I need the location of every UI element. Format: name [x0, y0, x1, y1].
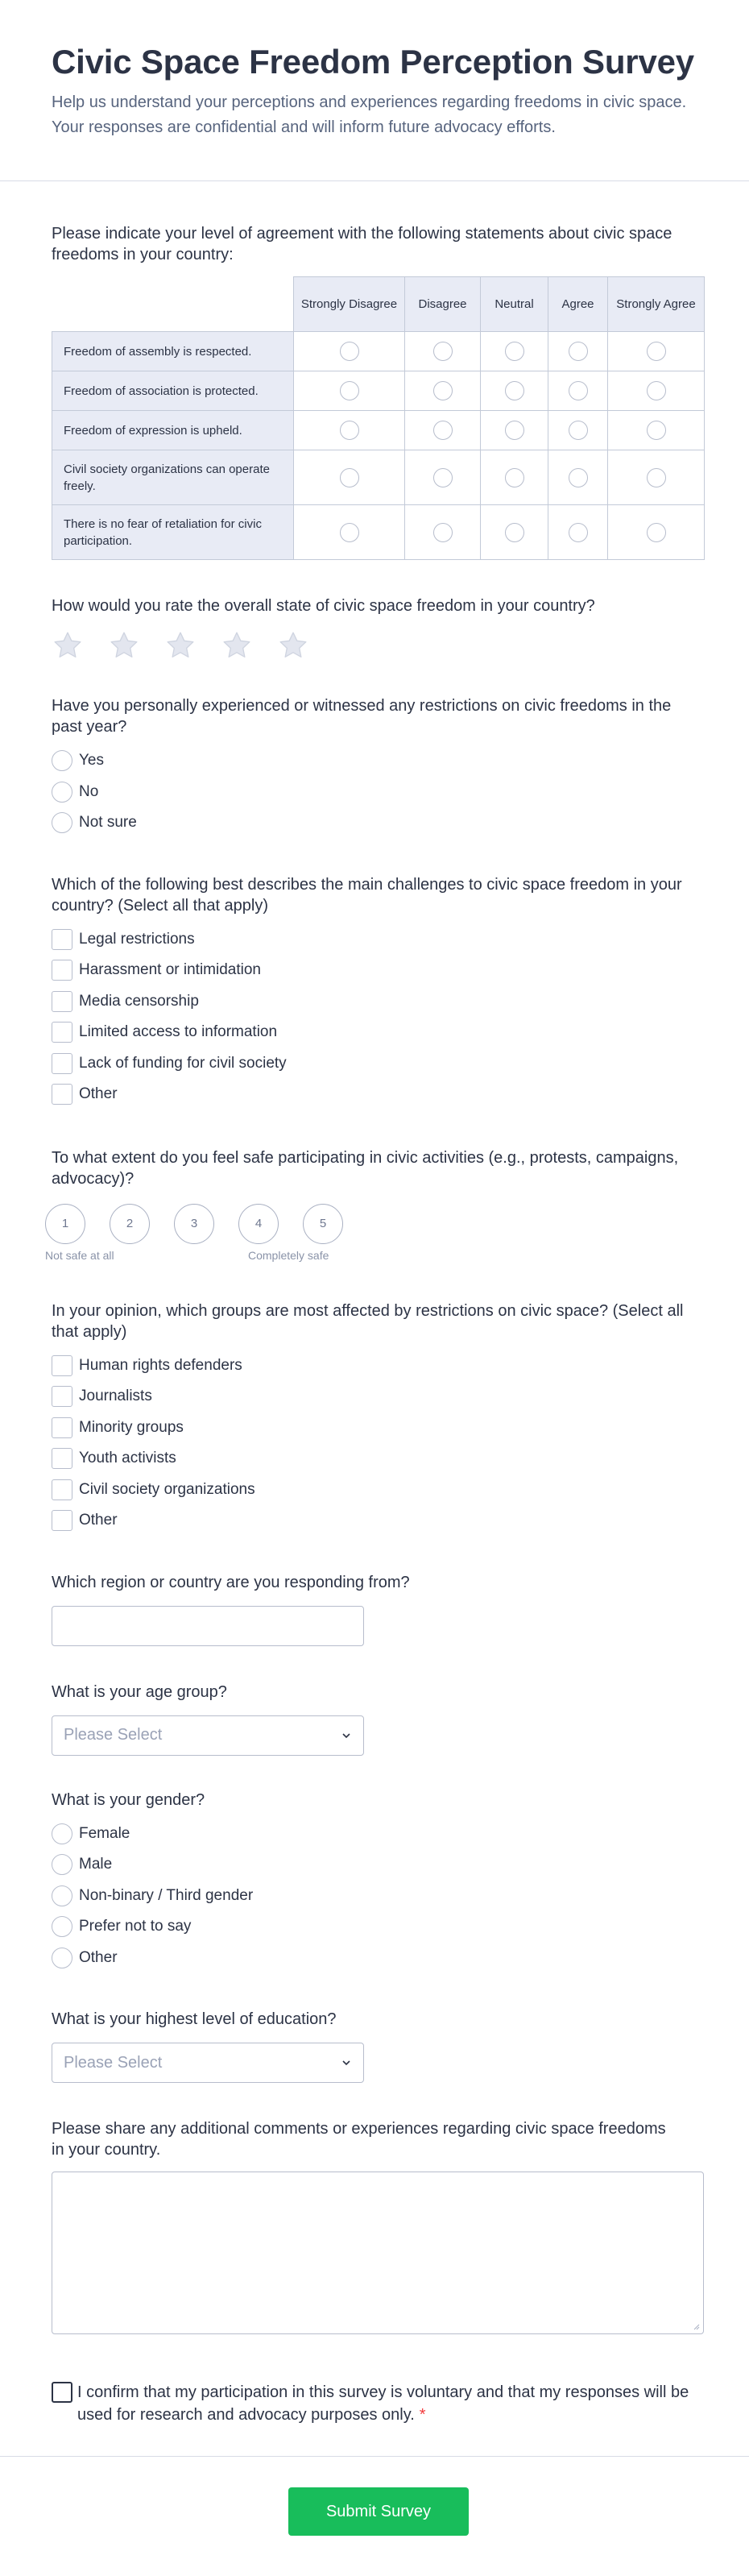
- matrix-radio[interactable]: [340, 468, 359, 487]
- matrix-radio[interactable]: [433, 468, 453, 487]
- checkbox-option[interactable]: [52, 1350, 696, 1382]
- scale-option[interactable]: 3: [174, 1204, 214, 1244]
- option-label: Human rights defenders: [79, 1356, 242, 1374]
- scale-option[interactable]: 2: [110, 1204, 150, 1244]
- option-label: Yes: [79, 752, 104, 769]
- option-label: Other: [79, 1948, 118, 1966]
- matrix-radio[interactable]: [505, 468, 524, 487]
- comments-question: [52, 2083, 696, 2334]
- radio-group: [52, 745, 696, 839]
- matrix-radio[interactable]: [340, 523, 359, 542]
- restrictions-question: [52, 662, 696, 839]
- select-placeholder: Please Select: [64, 1726, 163, 1744]
- matrix-radio[interactable]: [340, 342, 359, 361]
- star-icon[interactable]: [164, 629, 197, 662]
- question-label: Have you personally experienced or witnessed any restrictions on civic freedoms in the past year?: [52, 697, 672, 736]
- question-label: Please share any additional comments or experiences regarding civic space freedoms in your country.: [52, 2120, 666, 2159]
- checkbox[interactable]: [52, 1417, 72, 1438]
- scale-rating: [45, 1204, 696, 1244]
- radio-option[interactable]: [52, 745, 696, 777]
- matrix-column-header: Agree: [548, 277, 608, 332]
- gender-question: [52, 1756, 696, 1974]
- option-label: Female: [79, 1824, 130, 1842]
- question-label: What is your age group?: [52, 1682, 227, 1701]
- consent-question: [52, 2334, 696, 2426]
- matrix-radio[interactable]: [505, 421, 524, 440]
- radio-option[interactable]: [52, 1849, 696, 1881]
- checkbox-option[interactable]: [52, 924, 696, 956]
- question-label: Please indicate your level of agreement with the following statements about civic space freedoms in your country:: [52, 225, 672, 263]
- matrix-row: [52, 505, 705, 560]
- matrix-radio[interactable]: [647, 523, 666, 542]
- affected-groups-question: [52, 1268, 696, 1537]
- radio-option[interactable]: [52, 1881, 696, 1912]
- matrix-row-label: There is no fear of retaliation for civic participation.: [52, 505, 294, 560]
- star-rating: [52, 629, 696, 662]
- matrix-row: [52, 450, 705, 505]
- matrix-radio[interactable]: [647, 468, 666, 487]
- age-group-select[interactable]: [52, 1715, 364, 1756]
- option-label: Youth activists: [79, 1450, 176, 1467]
- option-label: Prefer not to say: [79, 1918, 192, 1935]
- checkbox-option[interactable]: [52, 955, 696, 986]
- matrix-radio[interactable]: [647, 381, 666, 400]
- matrix-radio[interactable]: [505, 523, 524, 542]
- safety-scale-question: [45, 1110, 696, 1268]
- option-label: Male: [79, 1856, 113, 1873]
- radio-button[interactable]: [52, 750, 72, 771]
- question-label: What is your gender?: [52, 1790, 205, 1809]
- matrix-radio[interactable]: [433, 381, 453, 400]
- option-label: Other: [79, 1085, 118, 1103]
- education-question: [52, 1973, 696, 2083]
- option-label: Harassment or intimidation: [79, 961, 261, 979]
- radio-button[interactable]: [52, 1823, 72, 1844]
- matrix-row-label: Freedom of assembly is respected.: [52, 332, 294, 371]
- checkbox-option[interactable]: [52, 986, 696, 1018]
- checkbox-option[interactable]: [52, 1048, 696, 1080]
- region-input[interactable]: [52, 1606, 364, 1646]
- rating-question: [52, 560, 696, 662]
- scale-high-label: Completely safe: [248, 1248, 329, 1262]
- checkbox[interactable]: [52, 1386, 72, 1407]
- star-icon[interactable]: [52, 629, 84, 662]
- checkbox-option[interactable]: [52, 1475, 696, 1506]
- option-label: Civil society organizations: [79, 1480, 255, 1498]
- radio-button[interactable]: [52, 1854, 72, 1875]
- matrix-radio[interactable]: [569, 421, 588, 440]
- checkbox-option[interactable]: [52, 1017, 696, 1048]
- question-label: Which of the following best describes the main challenges to civic space freedom in your country? (Select all that apply): [52, 875, 682, 915]
- education-select[interactable]: [52, 2043, 364, 2083]
- scale-option[interactable]: 5: [303, 1204, 343, 1244]
- scale-labels: [45, 1248, 696, 1268]
- star-icon[interactable]: [221, 629, 253, 662]
- matrix-radio[interactable]: [569, 381, 588, 400]
- chevron-down-icon: [341, 1730, 352, 1741]
- matrix-column-header: Strongly Disagree: [294, 277, 405, 332]
- matrix-radio[interactable]: [505, 381, 524, 400]
- agreement-matrix: [52, 276, 705, 560]
- matrix-column-header: Strongly Agree: [608, 277, 705, 332]
- select-placeholder: Please Select: [64, 2053, 163, 2072]
- matrix-row: [52, 371, 705, 411]
- radio-option[interactable]: [52, 1911, 696, 1943]
- star-icon[interactable]: [108, 629, 140, 662]
- matrix-row-label: Freedom of association is protected.: [52, 371, 294, 411]
- option-label: No: [79, 782, 99, 800]
- radio-group: [52, 1819, 696, 1974]
- matrix-radio[interactable]: [505, 342, 524, 361]
- checkbox[interactable]: [52, 929, 72, 950]
- region-question: [52, 1537, 696, 1646]
- matrix-radio[interactable]: [433, 342, 453, 361]
- form-footer: [0, 2456, 749, 2576]
- option-label: Not sure: [79, 814, 137, 832]
- option-label: Lack of funding for civil society: [79, 1054, 287, 1072]
- option-label: Journalists: [79, 1388, 152, 1405]
- matrix-column-header: Disagree: [405, 277, 481, 332]
- checkbox[interactable]: [52, 1448, 72, 1469]
- checkbox-option[interactable]: [52, 1443, 696, 1475]
- matrix-radio[interactable]: [569, 468, 588, 487]
- matrix-radio[interactable]: [647, 342, 666, 361]
- required-asterisk: *: [419, 2406, 426, 2424]
- radio-button[interactable]: [52, 1885, 72, 1906]
- question-label: Which region or country are you responding from?: [52, 1573, 410, 1591]
- consent-row[interactable]: [52, 2381, 696, 2426]
- matrix-radio[interactable]: [569, 523, 588, 542]
- matrix-radio[interactable]: [569, 342, 588, 361]
- checkbox[interactable]: [52, 960, 72, 981]
- question-label: What is your highest level of education?: [52, 2010, 337, 2028]
- option-label: Minority groups: [79, 1418, 184, 1436]
- submit-button[interactable]: Submit Survey: [288, 2487, 469, 2536]
- checkbox-group: [52, 924, 696, 1110]
- matrix-row: [52, 332, 705, 371]
- question-label: In your opinion, which groups are most affected by restrictions on civic space? (Select all that apply): [52, 1301, 684, 1341]
- option-label: Limited access to information: [79, 1023, 278, 1041]
- option-label: Non-binary / Third gender: [79, 1886, 254, 1904]
- checkbox[interactable]: [52, 1053, 72, 1074]
- option-label: Media censorship: [79, 992, 199, 1010]
- scale-option[interactable]: 1: [45, 1204, 85, 1244]
- matrix-corner: [52, 277, 294, 332]
- checkbox-option[interactable]: [52, 1079, 696, 1110]
- option-label: Legal restrictions: [79, 930, 195, 948]
- radio-button[interactable]: [52, 1916, 72, 1937]
- survey-form: [0, 181, 749, 2426]
- matrix-radio[interactable]: [433, 421, 453, 440]
- checkbox-group: [52, 1350, 696, 1537]
- consent-label: I confirm that my participation in this survey is voluntary and that my responses will be used for research and advocacy purposes only.: [77, 2383, 689, 2424]
- question-label: To what extent do you feel safe participating in civic activities (e.g., protests, campaigns, advocacy)?: [52, 1148, 679, 1188]
- page-title: Civic Space Freedom Perception Survey: [52, 43, 694, 81]
- matrix-radio[interactable]: [433, 523, 453, 542]
- star-icon[interactable]: [277, 629, 309, 662]
- radio-option[interactable]: [52, 807, 696, 839]
- radio-option[interactable]: [52, 1943, 696, 1974]
- agreement-matrix-question: [52, 181, 696, 560]
- form-header: [0, 0, 749, 181]
- checkbox[interactable]: [52, 1084, 72, 1105]
- scale-low-label: Not safe at all: [45, 1248, 114, 1262]
- matrix-row-label: Civil society organizations can operate freely.: [52, 450, 294, 505]
- question-label: How would you rate the overall state of civic space freedom in your country?: [52, 597, 595, 615]
- checkbox[interactable]: [52, 1022, 72, 1043]
- radio-button[interactable]: [52, 812, 72, 833]
- checkbox-option[interactable]: [52, 1381, 696, 1412]
- challenges-question: [52, 839, 696, 1110]
- radio-option[interactable]: [52, 777, 696, 808]
- consent-text: [77, 2381, 696, 2426]
- matrix-row-label: Freedom of expression is upheld.: [52, 411, 294, 450]
- chevron-down-icon: [341, 2057, 352, 2068]
- page-description: Help us understand your perceptions and experiences regarding freedoms in civic space. Your responses are confidential and will inform future advocacy efforts.: [52, 93, 687, 136]
- matrix-column-header: Neutral: [481, 277, 548, 332]
- scale-option[interactable]: 4: [238, 1204, 279, 1244]
- radio-option[interactable]: [52, 1819, 696, 1850]
- resize-handle-icon[interactable]: [692, 2322, 700, 2330]
- consent-checkbox[interactable]: [52, 2382, 72, 2403]
- radio-button[interactable]: [52, 1948, 72, 1968]
- checkbox[interactable]: [52, 991, 72, 1012]
- checkbox[interactable]: [52, 1355, 72, 1376]
- matrix-radio[interactable]: [340, 421, 359, 440]
- checkbox-option[interactable]: [52, 1412, 696, 1444]
- matrix-radio[interactable]: [647, 421, 666, 440]
- matrix-radio[interactable]: [340, 381, 359, 400]
- checkbox-option[interactable]: [52, 1505, 696, 1537]
- checkbox[interactable]: [52, 1510, 72, 1531]
- age-group-question: [52, 1646, 696, 1756]
- checkbox[interactable]: [52, 1479, 72, 1500]
- matrix-row: [52, 411, 705, 450]
- radio-button[interactable]: [52, 782, 72, 803]
- comments-textarea[interactable]: [52, 2172, 704, 2334]
- option-label: Other: [79, 1512, 118, 1529]
